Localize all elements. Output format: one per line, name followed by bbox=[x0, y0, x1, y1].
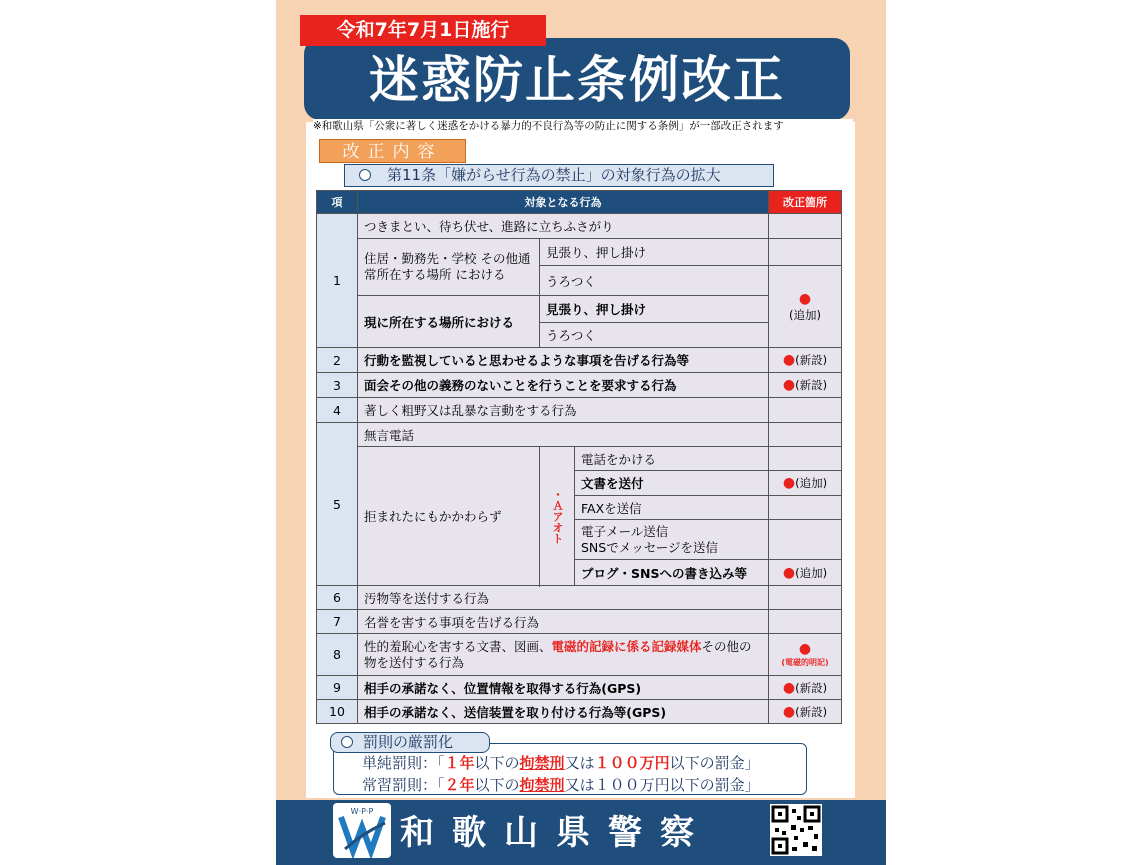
row-text: 相手の承諾なく、送信装置を取り付ける行為等(GPS) bbox=[358, 700, 769, 724]
table-row bbox=[317, 610, 842, 634]
row-mark bbox=[769, 398, 842, 423]
penalty-term: 拘禁刑 bbox=[519, 776, 565, 794]
row-text: 行動を監視していると思わせるような事項を告げる行為等 bbox=[358, 348, 769, 373]
penalty-heading-text: 罰則の厳罰化 bbox=[363, 733, 454, 751]
row-text: 住居・勤務先・学校 その他通常所在する場所 における bbox=[358, 239, 540, 296]
penalty-text: 常習罰則：「 bbox=[362, 776, 445, 794]
row-mark bbox=[769, 447, 842, 471]
table-row bbox=[317, 239, 842, 266]
penalty-line-simple bbox=[362, 752, 760, 773]
row-mark bbox=[769, 496, 842, 520]
penalty-fine: １００万円 bbox=[594, 754, 670, 772]
row-text-line: SNSでメッセージを送信 bbox=[581, 539, 718, 555]
red-dot-icon: ● bbox=[798, 641, 812, 657]
penalty-text: 又は bbox=[564, 754, 595, 772]
row-no: 7 bbox=[317, 610, 358, 634]
row-no: 10 bbox=[317, 700, 358, 724]
row-text: うろつく bbox=[540, 266, 769, 296]
row-no: 9 bbox=[317, 676, 358, 700]
row-text: 著しく粗野又は乱暴な言動をする行為 bbox=[358, 398, 769, 423]
table-header-row bbox=[317, 191, 842, 214]
red-dot-icon: ● bbox=[782, 377, 796, 393]
row-text: 名誉を害する事項を告げる行為 bbox=[358, 610, 769, 634]
table-row bbox=[317, 447, 842, 471]
mark-label: (追加) bbox=[795, 565, 828, 580]
row-no: 1 bbox=[317, 214, 358, 348]
row-mark bbox=[769, 471, 842, 496]
row-text-part: その他の物を送付する行為 bbox=[364, 638, 752, 670]
bullet-icon bbox=[359, 169, 371, 181]
row-text: 汚物等を送付する行為 bbox=[358, 586, 769, 610]
row-text: 面会その他の義務のないことを行うことを要求する行為 bbox=[358, 373, 769, 398]
row-mark bbox=[769, 214, 842, 239]
penalty-term: １年 bbox=[444, 754, 475, 772]
table-row bbox=[317, 676, 842, 700]
mark-label: (新設) bbox=[795, 704, 828, 719]
mark-label: (新設) bbox=[795, 353, 828, 367]
row-no: 3 bbox=[317, 373, 358, 398]
table-row bbox=[317, 700, 842, 724]
penalty-text: 以下の bbox=[474, 754, 520, 772]
table-row bbox=[317, 423, 842, 447]
row-text bbox=[575, 520, 769, 560]
header-act: 対象となる行為 bbox=[358, 191, 769, 214]
vertical-label: ・Ａアオト bbox=[540, 447, 575, 586]
row-no: 6 bbox=[317, 586, 358, 610]
date-banner: 令和7年7月1日施行 bbox=[300, 15, 546, 46]
red-dot-icon: ● bbox=[782, 679, 796, 696]
mark-label: (追加) bbox=[789, 307, 821, 322]
penalty-term: ２年 bbox=[444, 776, 475, 794]
row-mark bbox=[769, 266, 842, 348]
row-mark bbox=[769, 676, 842, 700]
row-text: 相手の承諾なく、位置情報を取得する行為(GPS) bbox=[358, 676, 769, 700]
penalty-text: 以下の罰金」 bbox=[669, 754, 760, 772]
header-revision: 改正箇所 bbox=[769, 191, 842, 214]
header-no: 項 bbox=[317, 191, 358, 214]
mark-label: (新設) bbox=[795, 680, 828, 695]
police-logo bbox=[333, 803, 391, 858]
penalty-text: 単純罰則：「 bbox=[362, 754, 445, 772]
row-mark bbox=[769, 520, 842, 560]
row-mark bbox=[769, 560, 842, 586]
amendment-table bbox=[316, 190, 842, 724]
row-mark bbox=[769, 423, 842, 447]
red-dot-icon: ● bbox=[798, 290, 812, 307]
row-text: 見張り、押し掛け bbox=[540, 296, 769, 323]
row-mark bbox=[769, 700, 842, 724]
row-mark bbox=[769, 610, 842, 634]
row-text: 拒まれたにもかかわらず bbox=[358, 447, 540, 586]
qr-code-icon[interactable] bbox=[770, 804, 822, 856]
row-no: 5 bbox=[317, 423, 358, 586]
row-mark bbox=[769, 239, 842, 266]
penalty-heading bbox=[330, 732, 490, 753]
penalty-text: 以下の bbox=[474, 776, 520, 794]
bullet-icon bbox=[341, 736, 353, 748]
row-text: 電話をかける bbox=[575, 447, 769, 471]
row-mark bbox=[769, 586, 842, 610]
red-dot-icon: ● bbox=[782, 475, 796, 491]
penalty-term: 拘禁刑 bbox=[519, 754, 565, 772]
row-text: つきまとい、待ち伏せ、進路に立ちふさがり bbox=[358, 214, 769, 239]
mark-label: (電磁的明記) bbox=[781, 658, 829, 667]
row-text: うろつく bbox=[540, 323, 769, 348]
row-mark bbox=[769, 348, 842, 373]
row-no: 4 bbox=[317, 398, 358, 423]
table-row bbox=[317, 296, 842, 323]
row-text-part: 性的羞恥心を害する文書、図画、 bbox=[364, 638, 552, 654]
table-row bbox=[317, 373, 842, 398]
row-mark bbox=[769, 634, 842, 676]
row-text: 文書を送付 bbox=[575, 471, 769, 496]
mark-label: (新設) bbox=[795, 378, 828, 392]
penalty-text: 又は１００万円以下の罰金」 bbox=[564, 776, 760, 794]
row-no: 2 bbox=[317, 348, 358, 373]
table-row bbox=[317, 586, 842, 610]
row-text-part: 電磁的記録に係る記録媒体 bbox=[551, 638, 702, 654]
page-title: 迷惑防止条例改正 bbox=[369, 51, 785, 109]
row-text: 現に所在する場所における bbox=[358, 296, 540, 348]
table-row bbox=[317, 214, 842, 239]
article-heading bbox=[344, 164, 774, 187]
row-text-line: 電子メール送信 bbox=[581, 523, 669, 539]
table-row bbox=[317, 634, 842, 676]
notice-text: ※和歌山県「公衆に著しく迷惑をかける暴力的不良行為等の防止に関する条例」が一部改正されます bbox=[313, 119, 853, 133]
penalty-line-habitual bbox=[362, 774, 760, 795]
table-row bbox=[317, 398, 842, 423]
row-text: 見張り、押し掛け bbox=[540, 239, 769, 266]
table-row bbox=[317, 348, 842, 373]
row-text: ブログ・SNSへの書き込み等 bbox=[575, 560, 769, 586]
red-dot-icon: ● bbox=[782, 564, 796, 581]
mark-label: (追加) bbox=[795, 476, 828, 490]
row-text bbox=[358, 634, 769, 676]
red-dot-icon: ● bbox=[782, 352, 796, 368]
logo-text: W·P·P bbox=[350, 807, 374, 816]
row-no: 8 bbox=[317, 634, 358, 676]
row-text: FAXを送信 bbox=[575, 496, 769, 520]
row-text: 無言電話 bbox=[358, 423, 769, 447]
red-dot-icon: ● bbox=[782, 703, 796, 720]
row-mark bbox=[769, 373, 842, 398]
section-tag: 改正内容 bbox=[319, 139, 466, 163]
article-heading-text: 第11条「嫌がらせ行為の禁止」の対象行為の拡大 bbox=[387, 166, 721, 184]
police-name: 和歌山県警察 bbox=[400, 813, 712, 853]
